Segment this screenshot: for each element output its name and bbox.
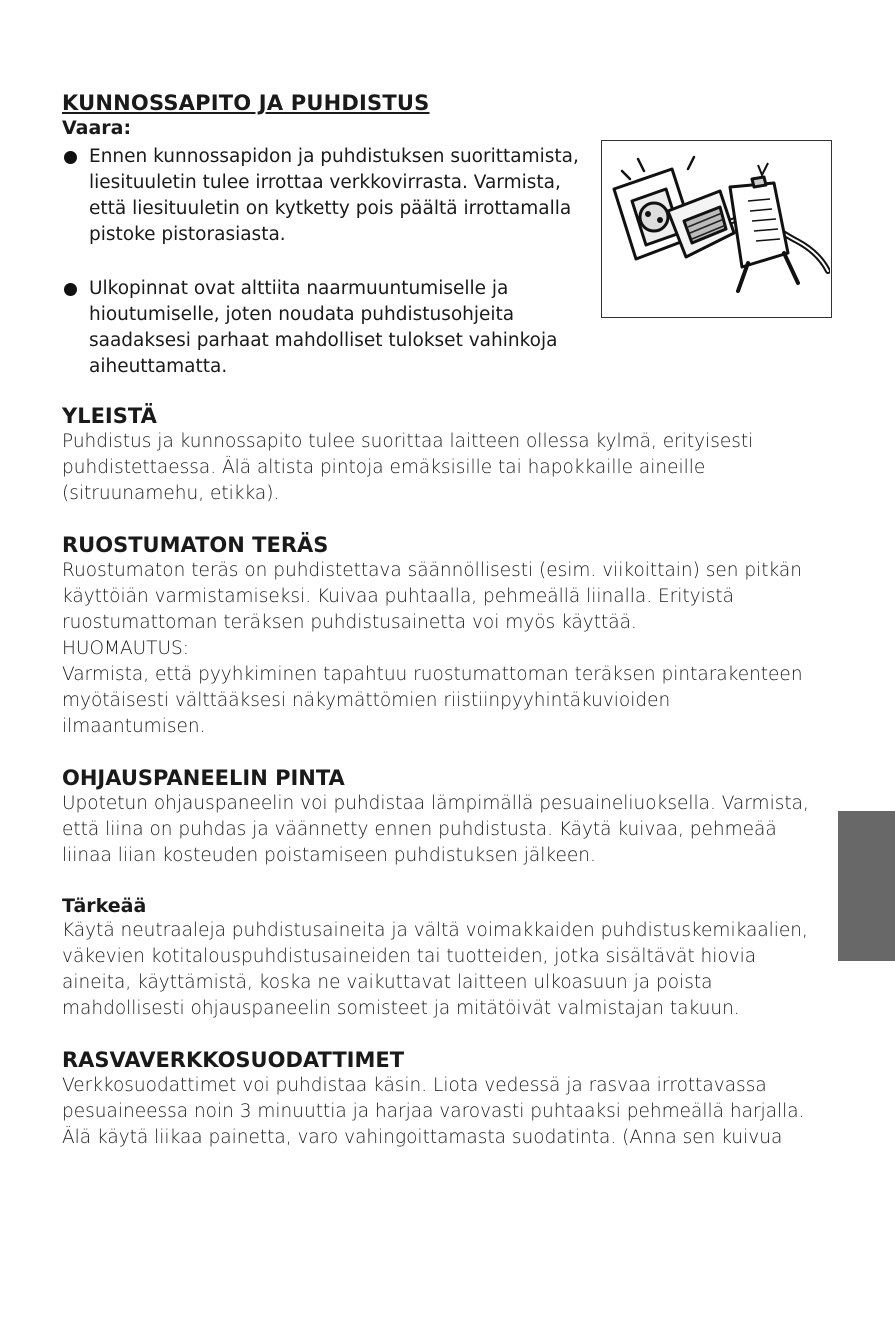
bullet-dot-icon (64, 283, 77, 296)
section-text: Puhdistus ja kunnossapito tulee suorittaa laitteen ollessa kylmä, erityisesti puhdistettaessa. Älä altista pintoja emäksisille tai hapokkaille aineille (sitruunamehu, etikka). (62, 431, 754, 504)
warning-label: Vaara: (62, 117, 132, 139)
section-heading: RASVAVERKKOSUODATTIMET (62, 1048, 405, 1072)
list-item: Ulkopinnat ovat alttiita naarmuuntumiselle ja hioutumiselle, joten noudata puhdistusohjeita saadaksesi parhaat mahdolliset tulokset vahinkoja aiheuttamatta. (62, 276, 597, 380)
bullet-dot-icon (64, 151, 77, 164)
stainless-section (62, 532, 832, 740)
unplug-illustration (601, 140, 832, 318)
section-tab-marker (838, 811, 895, 961)
general-section (62, 403, 832, 507)
section-text: Ruostumaton teräs on puhdistettava säännöllisesti (esim. viikoittain) sen pitkän käyttöiän varmistamiseksi. Kuivaa puhtaalla, pehmeällä liinalla. Erityistä ruostumattoman teräksen puhdistusainetta voi myös käyttää. HUOMAUTUS: Varmista, että pyyhkiminen tapahtuu ruostumattoman teräksen pintarakenteen myötäisesti välttääksesi näkymättömien riistiinpyyhintäkuvioiden ilmaantumisen. (62, 560, 803, 737)
control-panel-section (62, 765, 832, 869)
grease-filters-section (62, 1047, 832, 1151)
section-heading: Tärkeää (62, 895, 147, 917)
section-text: Käytä neutraaleja puhdistusaineita ja vältä voimakkaiden puhdistuskemikaalien, väkevien kotitalouspuhdistusaineiden tai tuotteiden, jotka sisältävät hiovia aineita, käyttämistä, koska ne vaikuttavat laitteen ulkoasuun ja poista mahdollisesti ohjauspaneelin somisteet ja mitätöivät valmistajan takuun. (62, 920, 808, 1019)
page-title: KUNNOSSAPITO JA PUHDISTUS (62, 91, 430, 115)
plug-socket-icon (602, 141, 830, 316)
important-section (62, 894, 832, 1022)
section-text: Verkkosuodattimet voi puhdistaa käsin. Liota vedessä ja rasvaa irrottavassa pesuaineessa noin 3 minuuttia ja harjaa varovasti puhtaaksi pehmeällä harjalla. Älä käytä liikaa painetta, varo vahingoittamasta suodatinta. (Anna sen kuivua (62, 1075, 805, 1148)
section-heading: RUOSTUMATON TERÄS (62, 533, 329, 557)
section-heading: OHJAUSPANEELIN PINTA (62, 766, 345, 790)
section-text: Upotetun ohjauspaneelin voi puhdistaa lämpimällä pesuaineliuoksella. Varmista, että liina on puhdas ja väännetty ennen puhdistusta. Käytä kuivaa, pehmeää liinaa liian kosteuden poistamiseen puhdistuksen jälkeen. (62, 793, 809, 866)
list-item: Ennen kunnossapidon ja puhdistuksen suorittamista, liesituuletin tulee irrottaa verkkovirrasta. Varmista, että liesituuletin on kytketty pois päältä irrottamalla pistoke pistorasiasta. (62, 144, 597, 248)
section-heading: YLEISTÄ (62, 404, 157, 428)
warning-list (62, 144, 597, 380)
